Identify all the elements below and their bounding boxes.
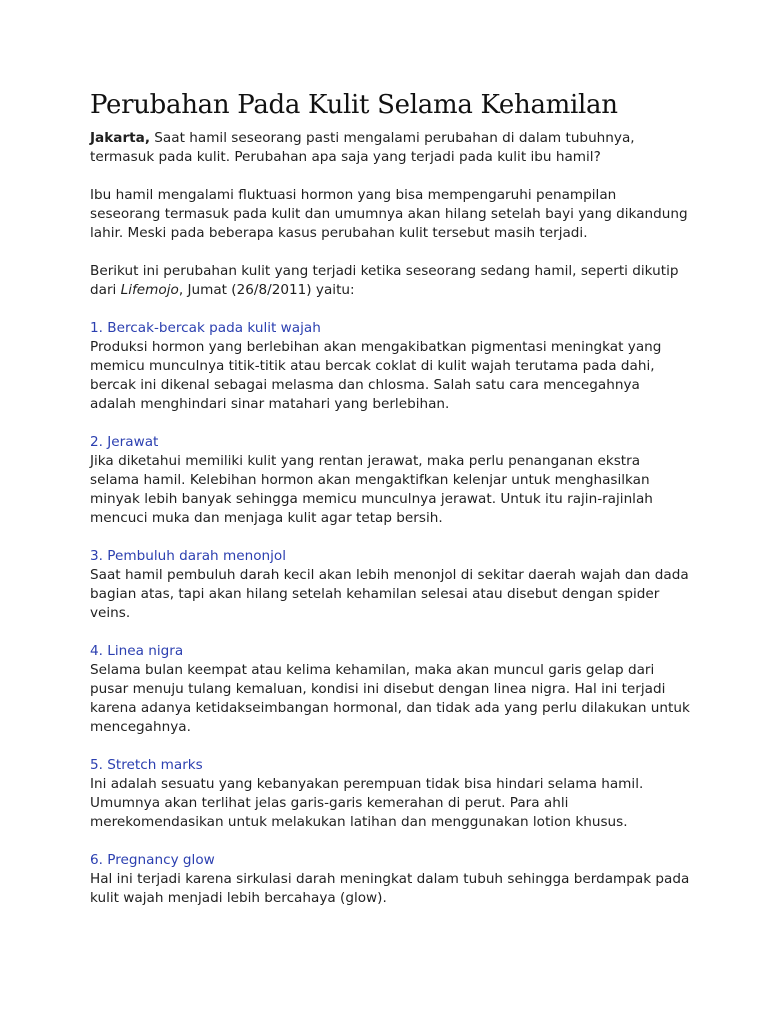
intro-paragraph [90,129,690,167]
section-heading: 4. Linea nigra [90,643,184,659]
section-body: Selama bulan keempat atau kelima kehamilan, maka akan muncul garis gelap dari pusar menuju tulang kemaluan, kondisi ini disebut dengan linea nigra. Hal ini terjadi karena adanya ketidakseimbangan hormonal, dan tidak ada yang perlu dilakukan untuk mencegahnya. [90,662,690,735]
section-heading: 6. Pregnancy glow [90,852,215,868]
section-6 [90,851,690,908]
section-3 [90,547,690,623]
list-intro-date: , Jumat (26/8/2011) yaitu: [178,282,355,298]
section-2 [90,433,690,528]
dateline: Jakarta, [90,130,150,146]
section-heading: 3. Pembuluh darah menonjol [90,548,287,564]
list-intro-text: Berikut ini perubahan kulit yang terjadi ketika seseorang sedang hamil, seperti dikutip dari [90,263,679,298]
section-5 [90,756,690,832]
document-page [90,88,690,927]
paragraph-list-intro [90,262,690,300]
section-heading: 1. Bercak-bercak pada kulit wajah [90,320,321,336]
section-body: Jika diketahui memiliki kulit yang rentan jerawat, maka perlu penanganan ekstra selama hamil. Kelebihan hormon akan mengaktifkan kelenjar untuk menghasilkan minyak lebih banyak sehingga memicu munculnya jerawat. Untuk itu rajin-rajinlah mencuci muka dan menjaga kulit agar tetap bersih. [90,453,653,526]
section-heading: 5. Stretch marks [90,757,203,773]
section-1 [90,319,690,414]
section-body: Hal ini terjadi karena sirkulasi darah meningkat dalam tubuh sehingga berdampak pada kulit wajah menjadi lebih bercahaya (glow). [90,871,690,906]
section-body: Produksi hormon yang berlebihan akan mengakibatkan pigmentasi meningkat yang memicu munculnya titik-titik atau bercak coklat di kulit wajah terutama pada dahi, bercak ini dikenal sebagai melasma dan chlosma. Salah satu cara mencegahnya adalah menghindari sinar matahari yang berlebihan. [90,339,662,412]
section-body: Saat hamil pembuluh darah kecil akan lebih menonjol di sekitar daerah wajah dan dada bagian atas, tapi akan hilang setelah kehamilan selesai atau disebut dengan spider veins. [90,567,689,621]
source-name: Lifemojo [120,282,179,298]
page-title: Perubahan Pada Kulit Selama Kehamilan [90,90,618,120]
paragraph-hormones: Ibu hamil mengalami fluktuasi hormon yang bisa mempengaruhi penampilan seseorang termasuk pada kulit dan umumnya akan hilang setelah bayi yang dikandung lahir. Meski pada beberapa kasus perubahan kulit tersebut masih terjadi. [90,187,688,241]
section-4 [90,642,690,737]
section-body: Ini adalah sesuatu yang kebanyakan perempuan tidak bisa hindari selama hamil. Umumnya akan terlihat jelas garis-garis kemerahan di perut. Para ahli merekomendasikan untuk melakukan latihan dan menggunakan lotion khusus. [90,776,644,830]
intro-text: Saat hamil seseorang pasti mengalami perubahan di dalam tubuhnya, termasuk pada kulit. Perubahan apa saja yang terjadi pada kulit ibu hamil? [90,130,635,165]
section-heading: 2. Jerawat [90,434,159,450]
